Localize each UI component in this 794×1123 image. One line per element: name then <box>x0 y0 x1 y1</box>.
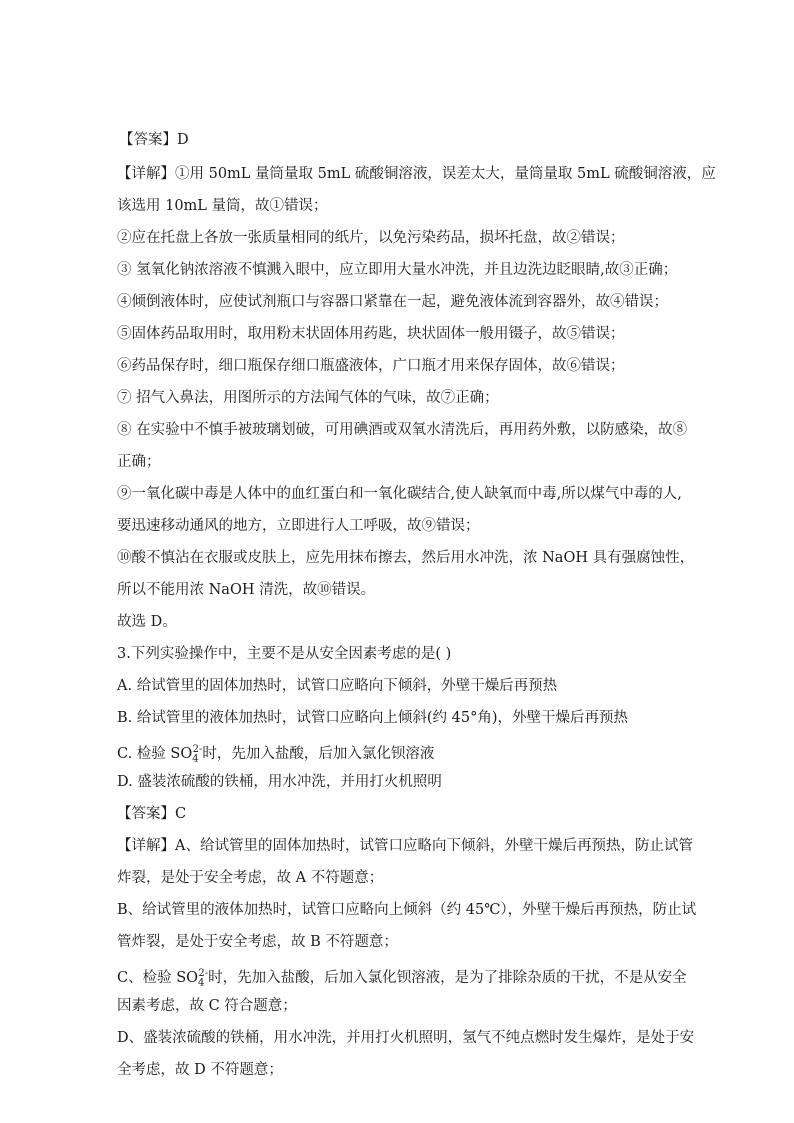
detail-line: D、盛装浓硫酸的铁桶，用水冲洗，并用打火机照明，氢气不纯点燃时发生爆炸，是处于安 <box>117 1030 695 1046</box>
option-d: D. 盛装浓硫酸的铁桶，用水冲洗，并用打火机照明 <box>117 774 442 790</box>
detail-line-c: C、检验 $SO_4^{2-}$时，先加入盐酸，后加入氯化钡溶液，是为了排除杂质的干扰，不是从安全 <box>117 968 687 989</box>
detail-line: ⑤固体药品取用时，取用粉末状固体用药匙，块状固体一般用镊子，故⑤错误； <box>117 326 625 342</box>
option-c: C. 检验 $SO_4^{2-}$时，先加入盐酸，后加入氯化钡溶液 <box>117 744 435 765</box>
detail-line: ⑧ 在实验中不慎手被玻璃划破，可用碘酒或双氧水清洗后，再用药外敷，以防感染，故⑧ <box>117 422 688 438</box>
detail-line: ⑨一氧化碳中毒是人体中的血红蛋白和一氧化碳结合,使人缺氧而中毒,所以煤气中毒的人, <box>117 486 682 502</box>
detail-line: ②应在托盘上各放一张质量相同的纸片，以免污染药品，损坏托盘，故②错误； <box>117 230 625 246</box>
detail-line: ④倾倒液体时，应使试剂瓶口与容器口紧靠在一起，避免液体流到容器外，故④错误； <box>117 294 668 310</box>
detail-line: ⑥药品保存时，细口瓶保存细口瓶盛液体，广口瓶才用来保存固体，故⑥错误； <box>117 358 625 374</box>
answer-heading: 【答案】D <box>119 132 189 148</box>
detail-line: 炸裂，是处于安全考虑，故 A 不符题意； <box>117 870 384 886</box>
detail-line: ③ 氢氧化钠浓溶液不慎溅入眼中，应立即用大量水冲洗，并且边洗边眨眼睛,故③正确； <box>117 262 678 278</box>
detail-line: B、给试管里的液体加热时，试管口应略向上倾斜（约 45℃），外壁干燥后再预热，防止试 <box>117 902 697 918</box>
detail-line: 因素考虑，故 C 符合题意； <box>117 998 297 1014</box>
detail-line: ⑦ 招气入鼻法，用图所示的方法闻气体的气味，故⑦正确； <box>117 390 499 406</box>
detail-line: 该选用 10mL 量筒，故①错误； <box>117 198 328 214</box>
detail-line: 全考虑，故 D 不符题意； <box>117 1062 283 1078</box>
detail-line: 管炸裂，是处于安全考虑，故 B 不符题意； <box>117 934 398 950</box>
option-a: A. 给试管里的固体加热时，试管口应略向下倾斜，外壁干燥后再预热 <box>117 678 558 694</box>
detail-line: 【详解】A、给试管里的固体加热时，试管口应略向下倾斜，外壁干燥后再预热，防止试管 <box>117 838 693 854</box>
detail-line: 要迅速移动通风的地方，立即进行人工呼吸，故⑨错误； <box>117 518 480 534</box>
detail-line: 正确； <box>117 454 161 470</box>
detail-line: 【详解】①用 50mL 量筒量取 5mL 硫酸铜溶液，误差太大，量筒量取 5mL 硫酸铜溶液，应 <box>117 166 716 182</box>
option-b: B. 给试管里的液体加热时，试管口应略向上倾斜(约 45°角)，外壁干燥后再预热 <box>117 710 628 726</box>
detail-line: 所以不能用浓 NaOH 清洗，故⑩错误。 <box>117 582 376 598</box>
answer-heading-2: 【答案】C <box>117 806 187 822</box>
detail-line: ⑩酸不慎沾在衣服或皮肤上，应先用抹布擦去，然后用水冲洗，浓 NaOH 具有强腐蚀性， <box>117 550 695 566</box>
conclusion-line: 故选 D。 <box>117 614 177 630</box>
question-stem: 3.下列实验操作中，主要不是从安全因素考虑的是( ) <box>117 646 452 662</box>
